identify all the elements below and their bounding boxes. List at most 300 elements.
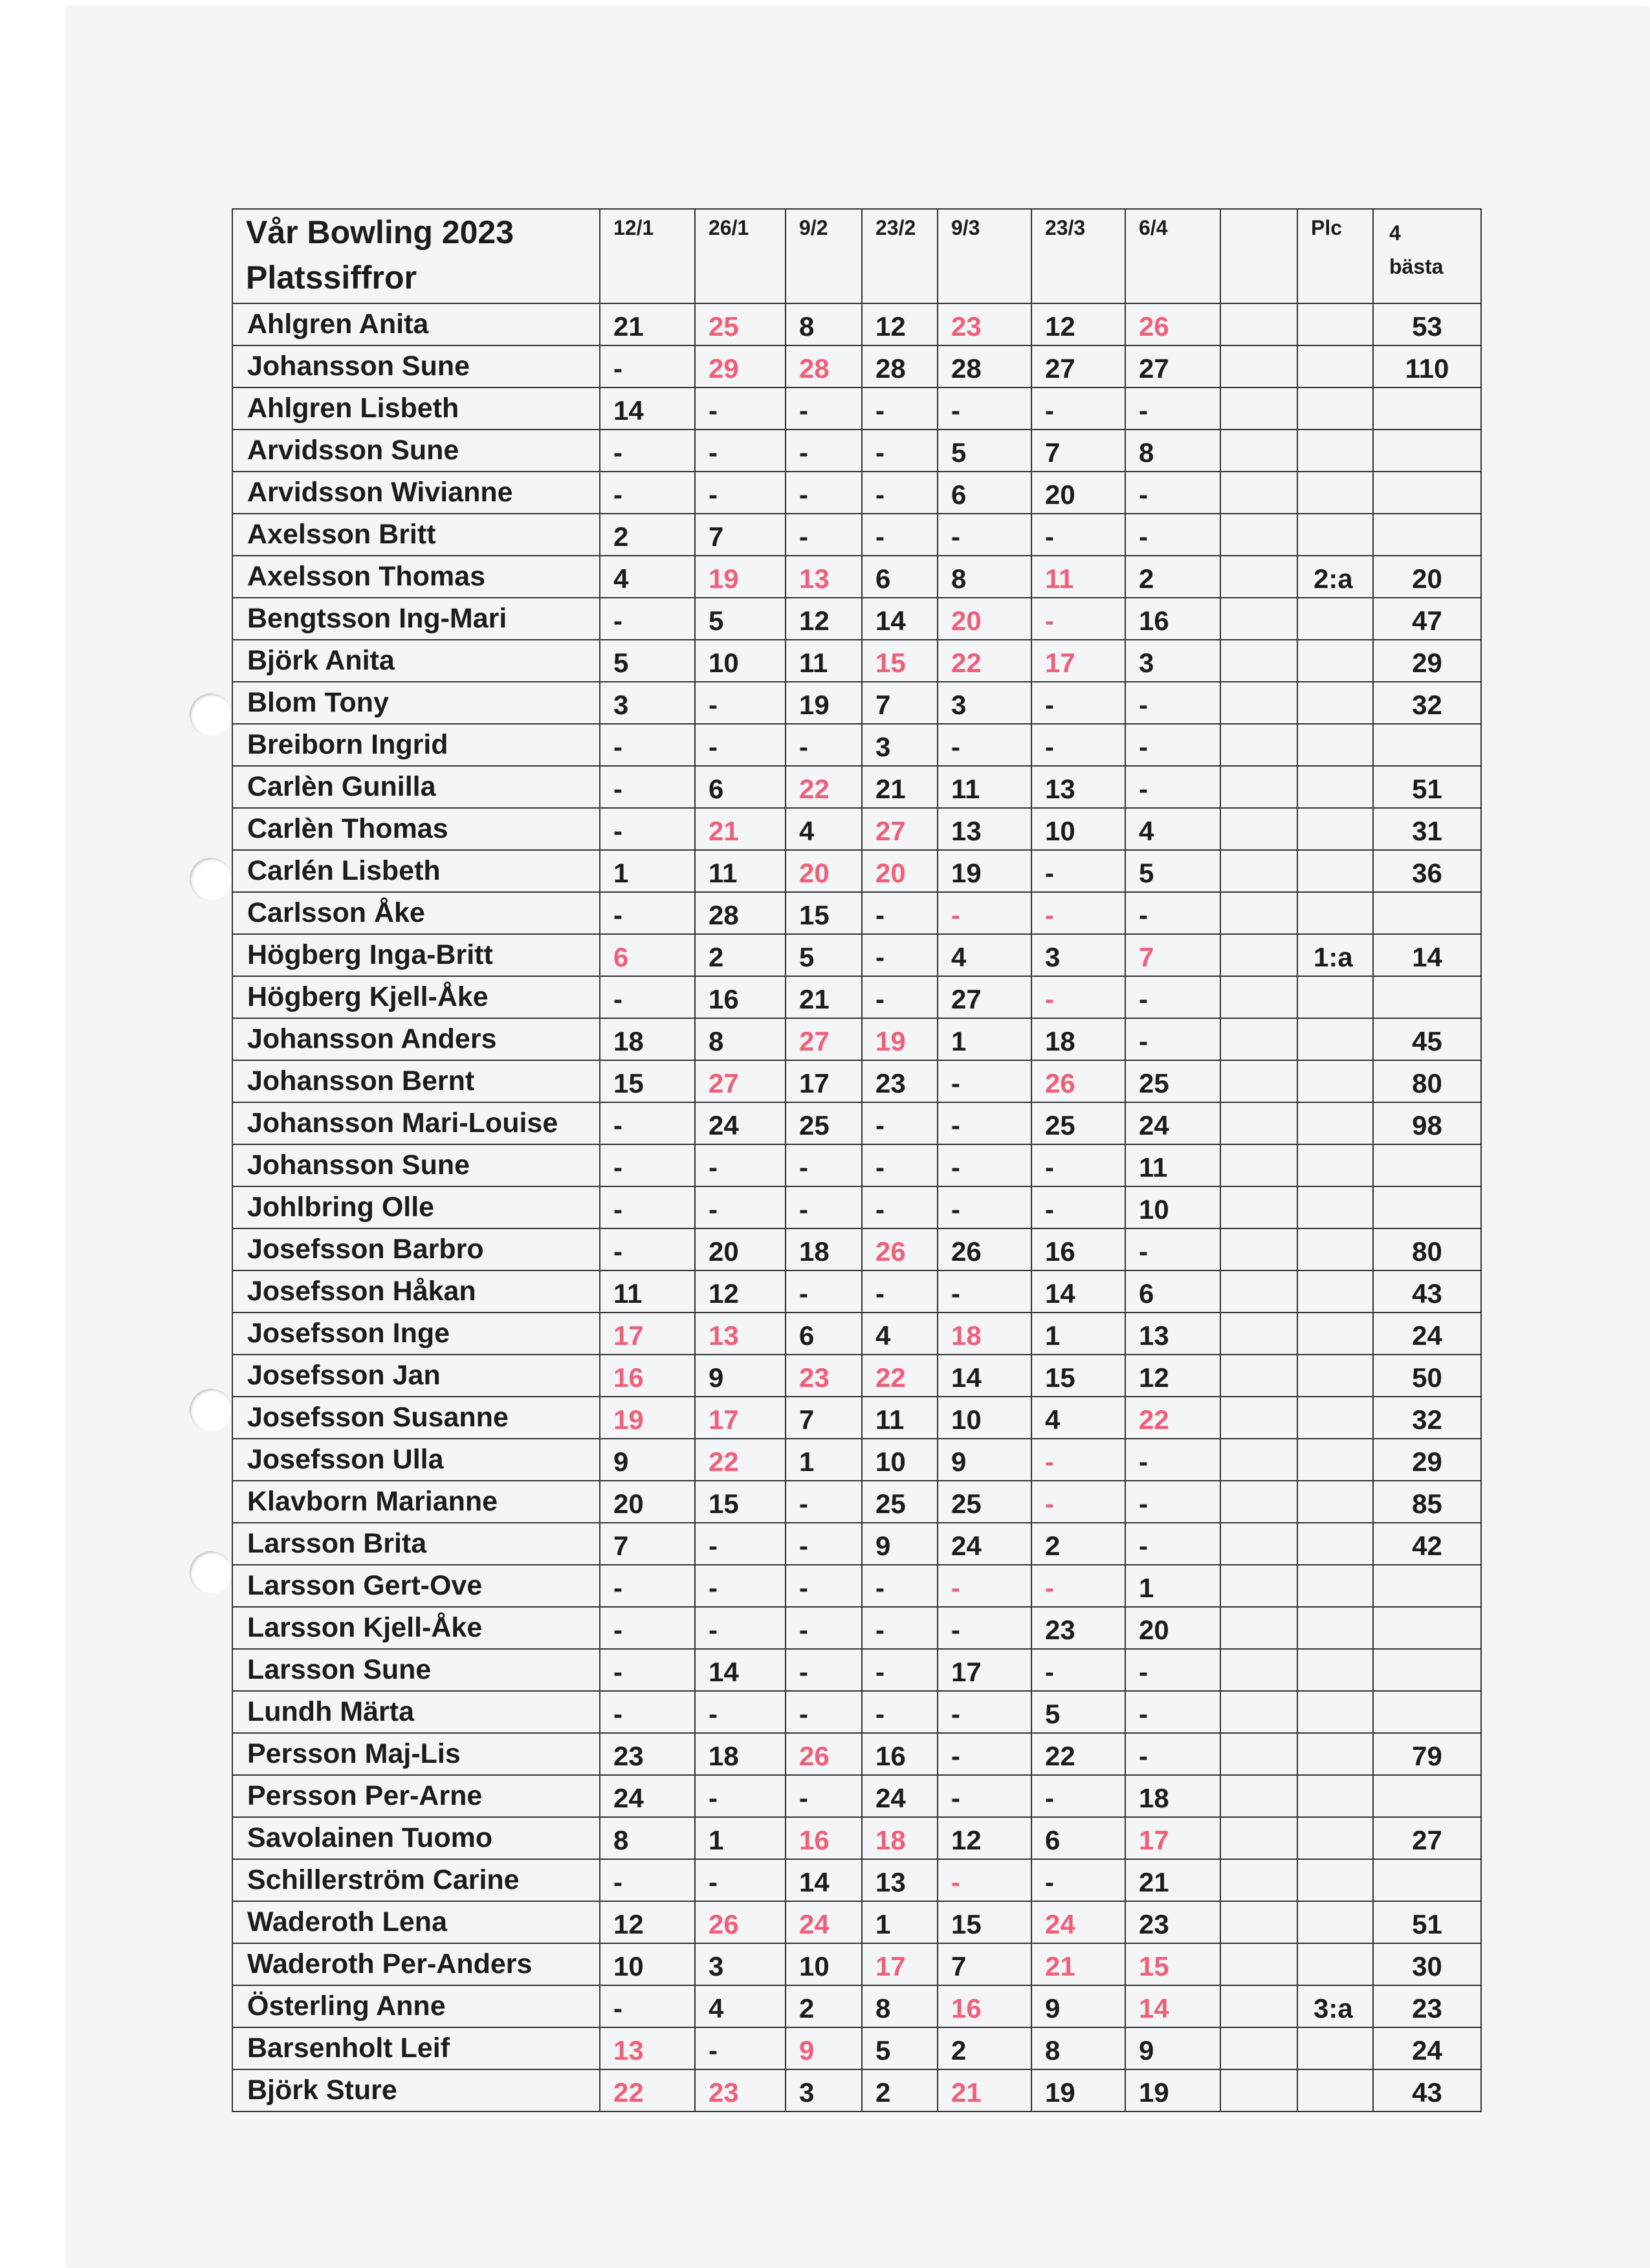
placement-cell: -	[862, 1270, 938, 1313]
column-header: 6/4	[1125, 209, 1220, 303]
placement-cell: 6	[1031, 1817, 1125, 1859]
table-row	[232, 1607, 1481, 1649]
placement-cell: 8	[600, 1817, 695, 1859]
placement-cell: -	[695, 724, 786, 766]
blank-cell	[1220, 1439, 1297, 1481]
player-name: Högberg Inga-Britt	[232, 934, 600, 976]
table-row	[232, 598, 1481, 640]
blank-cell	[1220, 556, 1297, 598]
placement-cell: 20	[862, 850, 938, 892]
placement-cell: -	[600, 1985, 695, 2027]
placement-cell: -	[600, 724, 695, 766]
placement-cell: -	[862, 430, 938, 472]
blank-cell	[1220, 892, 1297, 934]
best-four-cell: 29	[1373, 640, 1481, 682]
placement-cell: 11	[862, 1397, 938, 1439]
placement-cell: 7	[1031, 430, 1125, 472]
placement-cell: -	[695, 472, 786, 514]
table-row	[232, 387, 1481, 430]
best-four-cell	[1373, 1565, 1481, 1607]
placement-cell: 23	[600, 1733, 695, 1775]
placement-cell: 12	[862, 303, 938, 345]
placement-cell: 9	[1031, 1985, 1125, 2027]
placement-cell: 24	[600, 1775, 695, 1817]
player-name: Axelsson Thomas	[232, 556, 600, 598]
placement-cell: 18	[938, 1313, 1031, 1355]
placement-cell: -	[695, 1691, 786, 1733]
placement-cell: 10	[1031, 808, 1125, 850]
placement-cell: 6	[695, 766, 786, 808]
player-name: Klavborn Marianne	[232, 1481, 600, 1523]
punch-hole	[190, 1551, 232, 1594]
player-name: Ahlgren Lisbeth	[232, 387, 600, 430]
placement-cell: 6	[862, 556, 938, 598]
placement-cell: -	[600, 1607, 695, 1649]
punch-hole	[190, 693, 232, 736]
placement-cell: 14	[1125, 1985, 1220, 2027]
placement-cell: -	[862, 1144, 938, 1186]
placement-cell: -	[786, 1270, 862, 1313]
placement-cell: 22	[1031, 1733, 1125, 1775]
placement-cell: 26	[695, 1901, 786, 1943]
placement-cell: 3	[862, 724, 938, 766]
best-four-cell: 14	[1373, 934, 1481, 976]
best-four-cell: 51	[1373, 766, 1481, 808]
blank-cell	[1220, 514, 1297, 556]
player-name: Persson Maj-Lis	[232, 1733, 600, 1775]
table-row	[232, 892, 1481, 934]
placement-cell: 13	[862, 1859, 938, 1901]
placement-cell: -	[600, 1565, 695, 1607]
best-four-cell: 80	[1373, 1060, 1481, 1102]
placement-cell: -	[1125, 1649, 1220, 1691]
placement-cell: -	[695, 387, 786, 430]
placement-cell: 6	[786, 1313, 862, 1355]
table-row	[232, 1775, 1481, 1817]
placement-cell: -	[695, 1523, 786, 1565]
placement-cell: 9	[786, 2027, 862, 2069]
player-name: Johansson Sune	[232, 345, 600, 387]
placement-cell: 20	[1031, 472, 1125, 514]
table-row	[232, 303, 1481, 345]
placement-cell: -	[786, 1481, 862, 1523]
table-row	[232, 472, 1481, 514]
placement-cell: -	[1125, 472, 1220, 514]
blank-cell	[1220, 808, 1297, 850]
placement-cell: 29	[695, 345, 786, 387]
placement-cell: 15	[786, 892, 862, 934]
placement-cell: -	[862, 976, 938, 1018]
player-name: Carlsson Åke	[232, 892, 600, 934]
plc-cell	[1297, 850, 1373, 892]
best-four-cell: 20	[1373, 556, 1481, 598]
placement-cell: 16	[600, 1355, 695, 1397]
blank-cell	[1220, 934, 1297, 976]
column-header-best: 4 bästa	[1373, 209, 1481, 303]
player-name: Larsson Sune	[232, 1649, 600, 1691]
table-row	[232, 1943, 1481, 1985]
player-name: Persson Per-Arne	[232, 1775, 600, 1817]
placement-cell: 28	[786, 345, 862, 387]
placement-cell: -	[786, 1523, 862, 1565]
placement-cell: 10	[1125, 1186, 1220, 1228]
table-row	[232, 1228, 1481, 1270]
placement-cell: 1	[600, 850, 695, 892]
placement-cell: 9	[1125, 2027, 1220, 2069]
placement-cell: 26	[1125, 303, 1220, 345]
player-name: Johansson Bernt	[232, 1060, 600, 1102]
plc-cell	[1297, 1733, 1373, 1775]
placement-cell: -	[1031, 1144, 1125, 1186]
placement-cell: 25	[938, 1481, 1031, 1523]
table-row	[232, 850, 1481, 892]
placement-cell: 8	[786, 303, 862, 345]
player-name: Schillerström Carine	[232, 1859, 600, 1901]
plc-cell	[1297, 472, 1373, 514]
placement-cell: 11	[695, 850, 786, 892]
placement-cell: -	[1125, 724, 1220, 766]
blank-cell	[1220, 1355, 1297, 1397]
placement-cell: 2	[938, 2027, 1031, 2069]
placement-cell: 11	[1031, 556, 1125, 598]
placement-cell: -	[695, 1775, 786, 1817]
placement-cell: 20	[600, 1481, 695, 1523]
placement-cell: 24	[1125, 1102, 1220, 1144]
player-name: Carlén Lisbeth	[232, 850, 600, 892]
column-header: 23/2	[862, 209, 938, 303]
best-four-cell: 45	[1373, 1018, 1481, 1060]
best-four-cell: 79	[1373, 1733, 1481, 1775]
player-name: Waderoth Per-Anders	[232, 1943, 600, 1985]
table-row	[232, 1481, 1481, 1523]
best-four-cell	[1373, 1144, 1481, 1186]
player-name: Högberg Kjell-Åke	[232, 976, 600, 1018]
table-row	[232, 1901, 1481, 1943]
punch-hole	[190, 858, 232, 900]
placement-cell: 23	[786, 1355, 862, 1397]
plc-cell	[1297, 2069, 1373, 2111]
placement-cell: 20	[938, 598, 1031, 640]
player-name: Björk Anita	[232, 640, 600, 682]
best-four-cell	[1373, 1775, 1481, 1817]
placement-cell: 18	[1125, 1775, 1220, 1817]
table-row	[232, 1985, 1481, 2027]
placement-cell: 25	[862, 1481, 938, 1523]
placement-cell: 22	[600, 2069, 695, 2111]
placement-cell: -	[1031, 892, 1125, 934]
placement-cell: -	[1031, 514, 1125, 556]
placement-cell: 2	[862, 2069, 938, 2111]
player-name: Österling Anne	[232, 1985, 600, 2027]
placement-cell: 20	[695, 1228, 786, 1270]
placement-cell: 25	[1125, 1060, 1220, 1102]
plc-cell	[1297, 1775, 1373, 1817]
placement-cell: -	[1031, 1565, 1125, 1607]
blank-cell	[1220, 1481, 1297, 1523]
placement-cell: 19	[1031, 2069, 1125, 2111]
table-row	[232, 514, 1481, 556]
placement-cell: -	[1125, 1439, 1220, 1481]
placement-cell: 3	[695, 1943, 786, 1985]
placement-cell: 26	[862, 1228, 938, 1270]
placement-cell: 27	[1125, 345, 1220, 387]
table-row	[232, 1102, 1481, 1144]
blank-cell	[1220, 1817, 1297, 1859]
placement-cell: 28	[695, 892, 786, 934]
plc-cell	[1297, 976, 1373, 1018]
blank-cell	[1220, 1270, 1297, 1313]
placement-cell: -	[938, 1144, 1031, 1186]
placement-cell: -	[862, 1102, 938, 1144]
blank-cell	[1220, 1523, 1297, 1565]
blank-cell	[1220, 1313, 1297, 1355]
player-name: Larsson Brita	[232, 1523, 600, 1565]
placement-cell: 7	[695, 514, 786, 556]
player-name: Josefsson Inge	[232, 1313, 600, 1355]
blank-cell	[1220, 345, 1297, 387]
placement-cell: 6	[1125, 1270, 1220, 1313]
best-four-cell	[1373, 724, 1481, 766]
placement-cell: 22	[938, 640, 1031, 682]
blank-cell	[1220, 1649, 1297, 1691]
placement-cell: 12	[600, 1901, 695, 1943]
placement-cell: 23	[938, 303, 1031, 345]
player-name: Bengtsson Ing-Mari	[232, 598, 600, 640]
placement-cell: 21	[862, 766, 938, 808]
table-row	[232, 1439, 1481, 1481]
placement-cell: 16	[786, 1817, 862, 1859]
blank-cell	[1220, 1691, 1297, 1733]
table-title	[232, 209, 600, 303]
placement-cell: 5	[695, 598, 786, 640]
blank-cell	[1220, 976, 1297, 1018]
placement-cell: -	[786, 1607, 862, 1649]
best-four-cell: 85	[1373, 1481, 1481, 1523]
blank-cell	[1220, 1397, 1297, 1439]
placement-cell: 21	[1125, 1859, 1220, 1901]
blank-cell	[1220, 2027, 1297, 2069]
placement-cell: -	[938, 1270, 1031, 1313]
player-name: Axelsson Britt	[232, 514, 600, 556]
placement-cell: -	[1031, 724, 1125, 766]
player-name: Carlèn Thomas	[232, 808, 600, 850]
blank-cell	[1220, 1144, 1297, 1186]
best-four-cell	[1373, 1691, 1481, 1733]
player-name: Barsenholt Leif	[232, 2027, 600, 2069]
placement-cell: 5	[862, 2027, 938, 2069]
plc-cell	[1297, 682, 1373, 724]
placement-cell: -	[1125, 1481, 1220, 1523]
player-name: Johansson Anders	[232, 1018, 600, 1060]
placement-cell: 10	[600, 1943, 695, 1985]
blank-cell	[1220, 1859, 1297, 1901]
placement-cell: 23	[1031, 1607, 1125, 1649]
placement-cell: -	[938, 1186, 1031, 1228]
best-four-cell: 24	[1373, 1313, 1481, 1355]
plc-cell	[1297, 430, 1373, 472]
placement-cell: 11	[600, 1270, 695, 1313]
placement-cell: -	[600, 976, 695, 1018]
player-name: Arvidsson Sune	[232, 430, 600, 472]
player-name: Larsson Gert-Ove	[232, 1565, 600, 1607]
placement-cell: 16	[695, 976, 786, 1018]
blank-cell	[1220, 682, 1297, 724]
placement-cell: -	[1031, 850, 1125, 892]
player-name: Lundh Märta	[232, 1691, 600, 1733]
placement-cell: 7	[600, 1523, 695, 1565]
placement-cell: -	[600, 472, 695, 514]
table-row	[232, 1186, 1481, 1228]
plc-cell	[1297, 2027, 1373, 2069]
placement-cell: 1	[695, 1817, 786, 1859]
column-header: 9/2	[786, 209, 862, 303]
placement-cell: 6	[938, 472, 1031, 514]
placement-cell: 25	[1031, 1102, 1125, 1144]
best-four-cell	[1373, 976, 1481, 1018]
placement-cell: 17	[786, 1060, 862, 1102]
placement-cell: -	[938, 514, 1031, 556]
placement-cell: -	[786, 1649, 862, 1691]
placement-cell: -	[695, 1186, 786, 1228]
table-row	[232, 1355, 1481, 1397]
placement-cell: 17	[695, 1397, 786, 1439]
placement-cell: 13	[1031, 766, 1125, 808]
plc-cell	[1297, 1691, 1373, 1733]
placement-cell: 4	[695, 1985, 786, 2027]
placement-cell: 13	[786, 556, 862, 598]
table-body	[232, 303, 1481, 2111]
placement-cell: -	[695, 1607, 786, 1649]
best-four-cell: 47	[1373, 598, 1481, 640]
placement-cell: -	[600, 766, 695, 808]
best-four-cell: 23	[1373, 1985, 1481, 2027]
placement-cell: 21	[600, 303, 695, 345]
placement-cell: -	[600, 1186, 695, 1228]
placement-cell: -	[1031, 976, 1125, 1018]
plc-cell	[1297, 598, 1373, 640]
placement-cell: 12	[1031, 303, 1125, 345]
placement-cell: -	[938, 1733, 1031, 1775]
placement-cell: -	[862, 934, 938, 976]
placement-cell: 15	[1125, 1943, 1220, 1985]
placement-cell: 27	[1031, 345, 1125, 387]
placement-cell: 8	[1031, 2027, 1125, 2069]
placement-cell: -	[695, 430, 786, 472]
placement-cell: 7	[938, 1943, 1031, 1985]
placement-cell: 1	[1031, 1313, 1125, 1355]
plc-cell	[1297, 1607, 1373, 1649]
placement-cell: 26	[786, 1733, 862, 1775]
plc-cell	[1297, 808, 1373, 850]
placement-cell: -	[600, 892, 695, 934]
placement-cell: -	[862, 1565, 938, 1607]
placement-cell: -	[695, 2027, 786, 2069]
placement-cell: 24	[938, 1523, 1031, 1565]
placement-cell: 22	[1125, 1397, 1220, 1439]
best-four-cell	[1373, 514, 1481, 556]
placement-cell: -	[600, 1102, 695, 1144]
placement-cell: 21	[695, 808, 786, 850]
column-header: 12/1	[600, 209, 695, 303]
placement-cell: 28	[938, 345, 1031, 387]
placement-cell: 19	[862, 1018, 938, 1060]
placement-cell: -	[1031, 1649, 1125, 1691]
placement-cell: 12	[695, 1270, 786, 1313]
best-four-cell: 42	[1373, 1523, 1481, 1565]
column-header: 9/3	[938, 209, 1031, 303]
placement-cell: 24	[862, 1775, 938, 1817]
placement-cell: 1	[862, 1901, 938, 1943]
placement-cell: -	[1125, 1733, 1220, 1775]
placement-cell: 5	[1125, 850, 1220, 892]
plc-cell	[1297, 1270, 1373, 1313]
best-four-cell: 43	[1373, 2069, 1481, 2111]
placement-cell: 16	[1125, 598, 1220, 640]
plc-cell	[1297, 1397, 1373, 1439]
placement-cell: 2	[786, 1985, 862, 2027]
table-row	[232, 430, 1481, 472]
placement-cell: -	[1031, 598, 1125, 640]
placement-cell: -	[1125, 1691, 1220, 1733]
placement-cell: -	[862, 1649, 938, 1691]
plc-cell	[1297, 1439, 1373, 1481]
placement-cell: -	[786, 430, 862, 472]
placement-cell: 14	[695, 1649, 786, 1691]
placement-cell: -	[786, 1775, 862, 1817]
plc-cell	[1297, 1523, 1373, 1565]
player-name: Björk Sture	[232, 2069, 600, 2111]
table-row	[232, 766, 1481, 808]
placement-cell: 4	[938, 934, 1031, 976]
placement-cell: 22	[786, 766, 862, 808]
best-four-cell: 36	[1373, 850, 1481, 892]
best-four-cell: 27	[1373, 1817, 1481, 1859]
placement-cell: 20	[786, 850, 862, 892]
placement-cell: 27	[695, 1060, 786, 1102]
placement-cell: 17	[1125, 1817, 1220, 1859]
placement-cell: 12	[1125, 1355, 1220, 1397]
best-four-cell: 98	[1373, 1102, 1481, 1144]
placement-cell: 18	[862, 1817, 938, 1859]
blank-cell	[1220, 1228, 1297, 1270]
placement-cell: 2	[600, 514, 695, 556]
blank-cell	[1220, 1186, 1297, 1228]
placement-cell: -	[1125, 766, 1220, 808]
placement-cell: -	[1031, 1439, 1125, 1481]
placement-cell: 12	[938, 1817, 1031, 1859]
placement-cell: -	[1125, 387, 1220, 430]
table-row	[232, 976, 1481, 1018]
placement-cell: 9	[938, 1439, 1031, 1481]
placement-cell: 4	[1031, 1397, 1125, 1439]
placement-cell: 18	[786, 1228, 862, 1270]
placement-cell: 15	[600, 1060, 695, 1102]
placement-cell: 25	[695, 303, 786, 345]
bowling-results-table	[232, 208, 1482, 2112]
placement-cell: -	[600, 430, 695, 472]
placement-cell: 24	[695, 1102, 786, 1144]
player-name: Blom Tony	[232, 682, 600, 724]
placement-cell: -	[938, 1102, 1031, 1144]
table-row	[232, 2027, 1481, 2069]
blank-cell	[1220, 766, 1297, 808]
placement-cell: 23	[862, 1060, 938, 1102]
placement-cell: 26	[938, 1228, 1031, 1270]
placement-cell: -	[938, 1775, 1031, 1817]
table-row	[232, 556, 1481, 598]
table-row	[232, 724, 1481, 766]
placement-cell: -	[1125, 976, 1220, 1018]
